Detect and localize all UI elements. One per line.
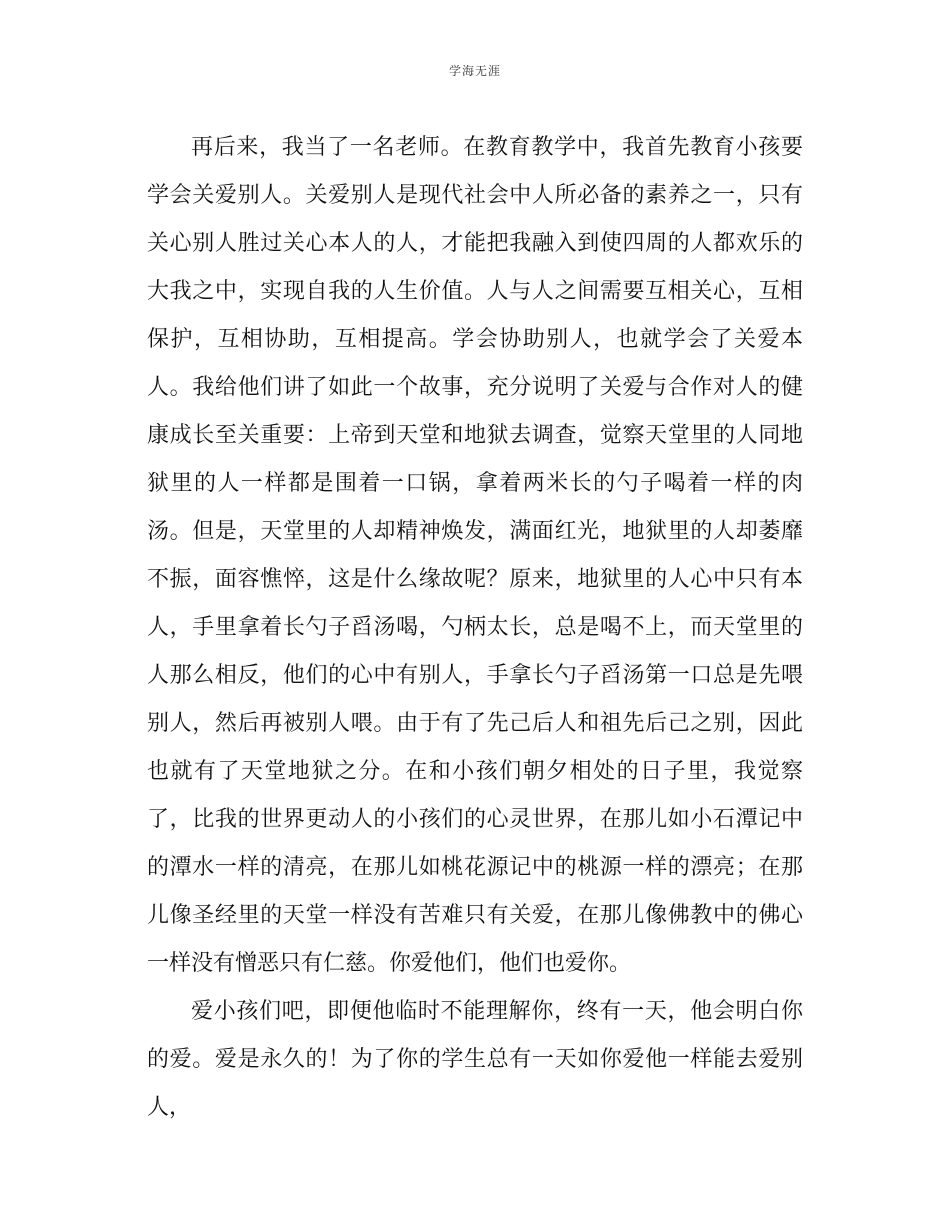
document-body xyxy=(147,124,803,1132)
paragraph: 爱小孩们吧，即便他临时不能理解你，终有一天，他会明白你的爱。爱是永久的！为了你的学生总有一天如你爱他一样能去爱别人， xyxy=(147,999,803,1120)
paragraph: 再后来，我当了一名老师。在教育教学中，我首先教育小孩要学会关爱别人。关爱别人是现代社会中人所必备的素养之一，只有关心别人胜过关心本人的人，才能把我融入到使四周的人都欢乐的大我之中，实现自我的人生价值。人与人之间需要互相关心，互相保护，互相协助，互相提高。学会协助别人，也就学会了关爱本人。我给他们讲了如此一个故事，充分说明了关爱与合作对人的健康成长至关重要：上帝到天堂和地狱去调查，觉察天堂里的人同地狱里的人一样都是围着一口锅，拿着两米长的勺子喝着一样的肉汤。但是，天堂里的人却精神焕发，满面红光，地狱里的人却萎靡不振，面容憔悴，这是什么缘故呢？原来，地狱里的人心中只有本人，手里拿着长勺子舀汤喝，勺柄太长，总是喝不上，而天堂里的人那么相反，他们的心中有别人，手拿长勺子舀汤第一口总是先喂别人，然后再被别人喂。由于有了先己后人和祖先后己之别，因此也就有了天堂地狱之分。在和小孩们朝夕相处的日子里，我觉察了，比我的世界更动人的小孩们的心灵世界，在那儿如小石潭记中的潭水一样的清亮，在那儿如桃花源记中的桃源一样的漂亮；在那儿像圣经里的天堂一样没有苦难只有关爱，在那儿像佛教中的佛心一样没有憎恶只有仁慈。你爱他们，他们也爱你。 xyxy=(147,135,803,976)
page-header: 学海无涯 xyxy=(448,64,501,78)
